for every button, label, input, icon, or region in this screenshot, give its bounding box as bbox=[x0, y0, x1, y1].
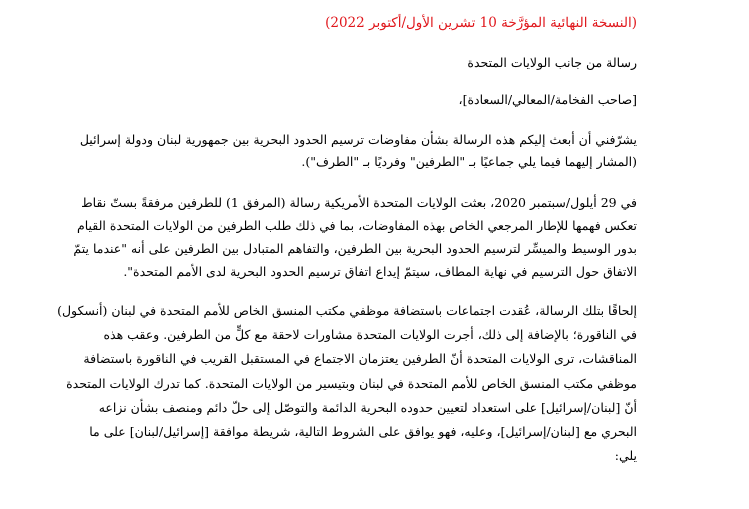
paragraph-2 bbox=[38, 191, 637, 283]
paragraph-2-line: بدور الوسيط والميسِّر لترسيم الحدود البحرية بين الطرفين، والتفاهم المتبادل بين الطرفين على أنه "عندما يتمّ bbox=[73, 241, 637, 256]
paragraph-2-line: الاتفاق حول الترسيم في نهاية المطاف، سيتمّ إيداع اتفاق ترسيم الحدود البحرية لدى الأمم المتحدة". bbox=[123, 264, 637, 279]
paragraph-3 bbox=[38, 299, 637, 468]
paragraph-3-line: أنّ [لبنان/إسرائيل] على استعداد لتعيين حدوده البحرية الدائمة والتوصّل إلى حلّ دائم ومنصف بشأن نزاعه bbox=[98, 399, 637, 415]
paragraph-3-line: موظفي مكتب المنسق الخاص للأمم المتحدة في لبنان وبتيسير من الولايات المتحدة. كما تدرك الولايات المتحدة bbox=[66, 375, 637, 391]
paragraph-3-line: يلي: bbox=[614, 448, 637, 464]
paragraph-1-line: يشرّفني أن أبعث إليكم هذه الرسالة بشأن مفاوضات ترسيم الحدود البحرية بين جمهورية لبنان ودولة إسرائيل bbox=[79, 132, 637, 147]
paragraph-1-line: (المشار إليهما فيما يلي جماعيًا بـ "الطرفين" وفرديًا بـ "الطرف"). bbox=[301, 154, 637, 169]
paragraph-2-line: تعكس فهمها للإطار المرجعي الخاص بهذه المفاوضات، بما في ذلك طلب الطرفين من الولايات المتحدة القيام bbox=[76, 218, 637, 233]
paragraph-1 bbox=[38, 129, 637, 173]
paragraph-3-line: المناقشات، ترى الولايات المتحدة أنّ الطرفين يعتزمان الاجتماع في المستقبل القريب في الناقورة باستضافة bbox=[83, 351, 637, 367]
salutation: [صاحب الفخامة/المعالي/السعادة]، bbox=[458, 92, 637, 107]
paragraph-3-line: البحري مع [لبنان/إسرائيل]، وعليه، فهو يوافق على الشروط التالية، شريطة موافقة [إسرائيل/لبنان] على ما bbox=[89, 424, 637, 440]
paragraph-3-line: إلحاقًا بتلك الرسالة، عُقدت اجتماعات باستضافة موظفي مكتب المنسق الخاص للأمم المتحدة في لبنان (أنسكول) bbox=[57, 303, 637, 318]
draft-date-header: (النسخة النهائية المؤرَّخة 10 تشرين الأول/أكتوبر 2022) bbox=[325, 15, 637, 31]
paragraph-3-line: في الناقورة؛ بالإضافة إلى ذلك، أجرت الولايات المتحدة مشاورات لاحقة مع كلٍّ من الطرفين. وعقب هذه bbox=[103, 327, 637, 343]
letter-subject: رسالة من جانب الولايات المتحدة bbox=[467, 55, 637, 70]
paragraph-2-line: في 29 أيلول/سبتمبر 2020، بعثت الولايات المتحدة الأمريكية رسالة (المرفق 1) للطرفين مرفقةً بستّ نقاط bbox=[81, 195, 637, 210]
